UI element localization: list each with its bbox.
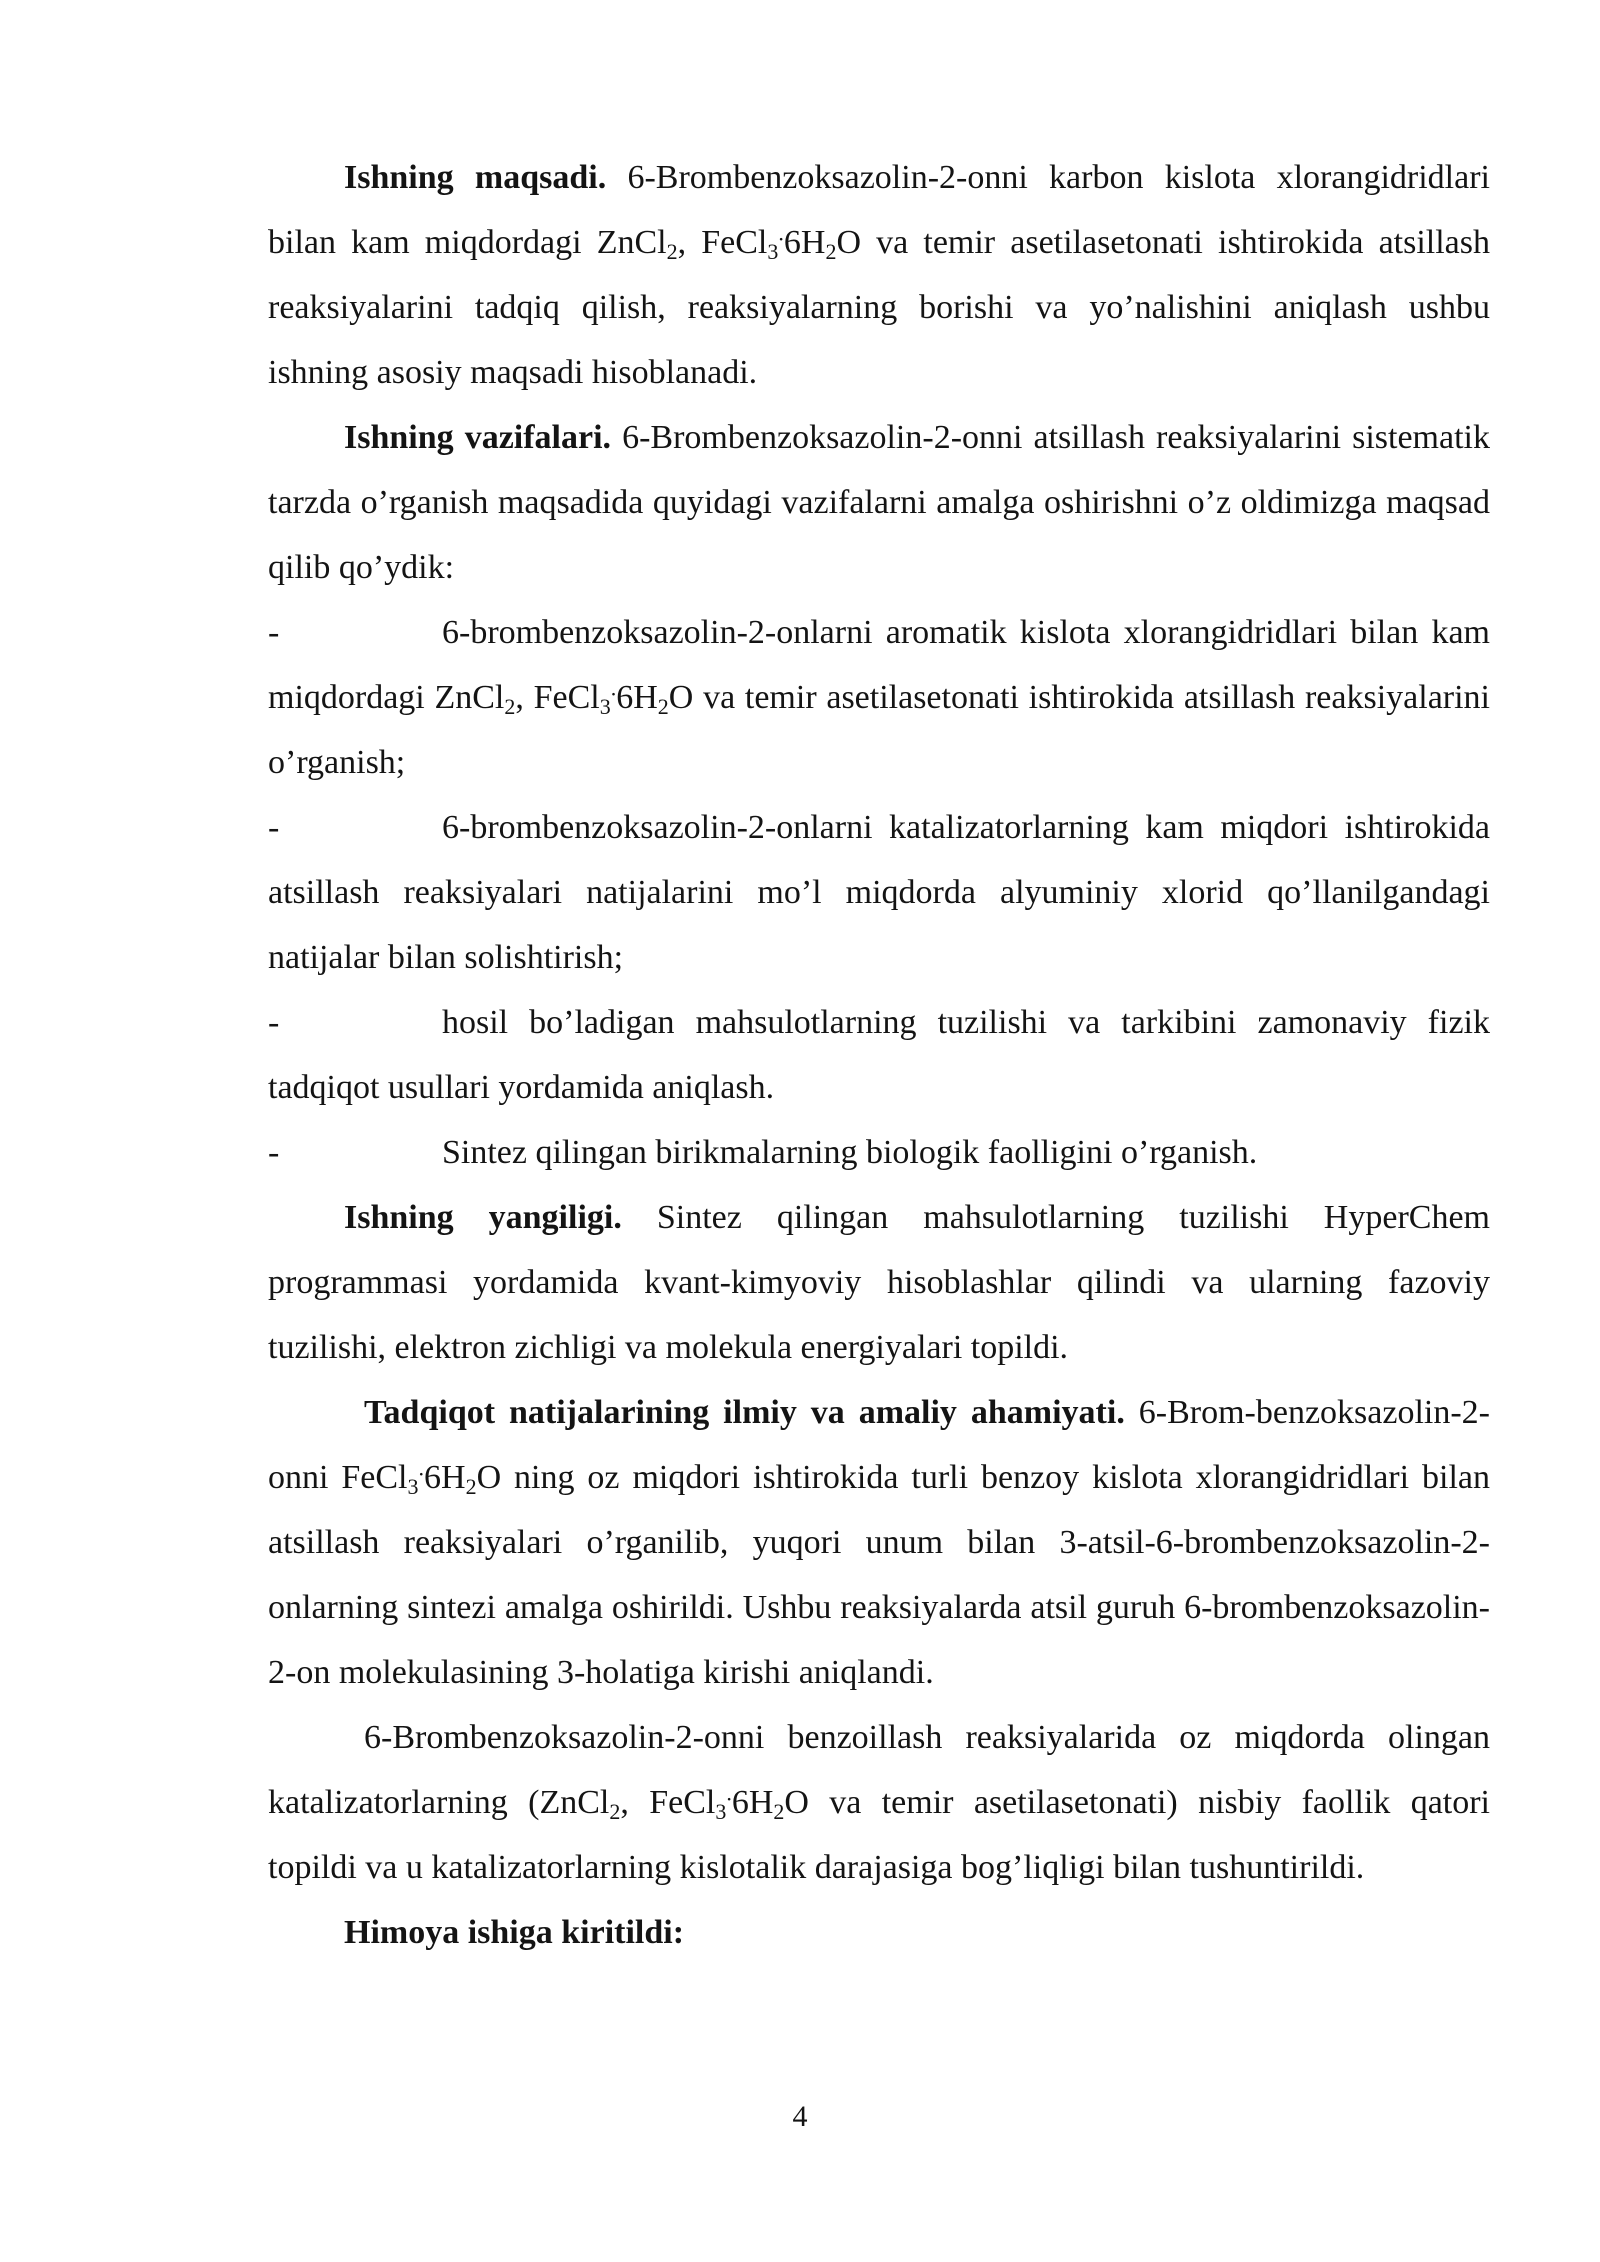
list-dash: - — [268, 614, 280, 651]
list-item: - hosil bo’ladigan mahsulotlarning tuzilishi va tarkibini zamonaviy fizik tadqiqot usullari yordamida aniqlash. — [268, 990, 1490, 1120]
list-dash: - — [268, 809, 280, 846]
list-dash: - — [268, 1004, 280, 1041]
heading-novelty: Ishning yangiligi. — [344, 1199, 622, 1236]
list-dash: - — [268, 1134, 280, 1171]
heading-goal: Ishning maqsadi. — [344, 159, 607, 196]
paragraph-goal: Ishning maqsadi. 6-Brombenzoksazolin-2-onni karbon kislota xlorangidridlari bilan kam miqdordagi ZnCl$_2$, $FeCl_3^.6H_2O$ va temir asetilasetonati ishtirokida atsillash reaksiyalarini tadqiq qilish, reaksiyalarning borishi va yo’nalishini aniqlash ushbu ishning asosiy maqsadi hisoblanadi. — [268, 159, 1490, 391]
heading-significance: Tadqiqot natijalarining ilmiy va amaliy ahamiyati. — [364, 1394, 1125, 1431]
heading-tasks: Ishning vazifalari. — [344, 419, 612, 456]
paragraph-defense — [268, 1900, 1490, 1965]
paragraph-benzoylation: 6-Brombenzoksazolin-2-onni benzoillash reaksiyalarida oz miqdorda olingan katalizatorlarning (ZnCl$_2$, $FeCl_3^.6H_2O$ va temir asetilasetonati) nisbiy faollik qatori topildi va u katalizatorlarning kislotalik darajasiga bog’liqligi bilan tushuntirildi. — [268, 1719, 1490, 1886]
paragraph-tasks: Ishning vazifalari. 6-Brombenzoksazolin-2-onni atsillash reaksiyalarini sistematik tarzda o’rganish maqsadida quyidagi vazifalarni amalga oshirishni o’z oldimizga maqsad qilib qo’ydik: — [268, 419, 1490, 586]
page-number: 4 — [792, 2100, 808, 2133]
paragraph-novelty: Ishning yangiligi. Sintez qilingan mahsulotlarning tuzilishi HyperChem programmasi yordamida kvant-kimyoviy hisoblashlar qilindi va ularning fazoviy tuzilishi, elektron zichligi va molekula energiyalari topildi. — [268, 1199, 1490, 1366]
list-item: - 6-brombenzoksazolin-2-onlarni aromatik kislota xlorangidridlari bilan kam miqdordagi ZnCl$_2$, $FeCl_3^.6H_2O$ va temir asetilasetonati ishtirokida atsillash reaksiyalarini o’rganish; — [268, 600, 1490, 795]
list-item: - Sintez qilingan birikmalarning biologik faolligini o’rganish. — [268, 1120, 1490, 1185]
list-item: - 6-brombenzoksazolin-2-onlarni katalizatorlarning kam miqdori ishtirokida atsillash reaksiyalari natijalarini mo’l miqdorda alyuminiy xlorid qo’llanilgandagi natijalar bilan solishtirish; — [268, 795, 1490, 990]
paragraph-significance: Tadqiqot natijalarining ilmiy va amaliy ahamiyati. 6-Brom-benzoksazolin-2-onni $FeCl_3^.6H_2O$ ning oz miqdori ishtirokida turli benzoy kislota xlorangidridlari bilan atsillash reaksiyalari o’rganilib, yuqori unum bilan 3-atsil-6-brombenzoksazolin-2-onlarning sintezi amalga oshirildi. Ushbu reaksiyalarda atsil guruh 6-brombenzoksazolin-2-on molekulasining 3-holatiga kirishi aniqlandi. — [268, 1394, 1490, 1691]
heading-defense: Himoya ishiga kiritildi: — [344, 1914, 685, 1951]
body-text — [268, 145, 1490, 1965]
